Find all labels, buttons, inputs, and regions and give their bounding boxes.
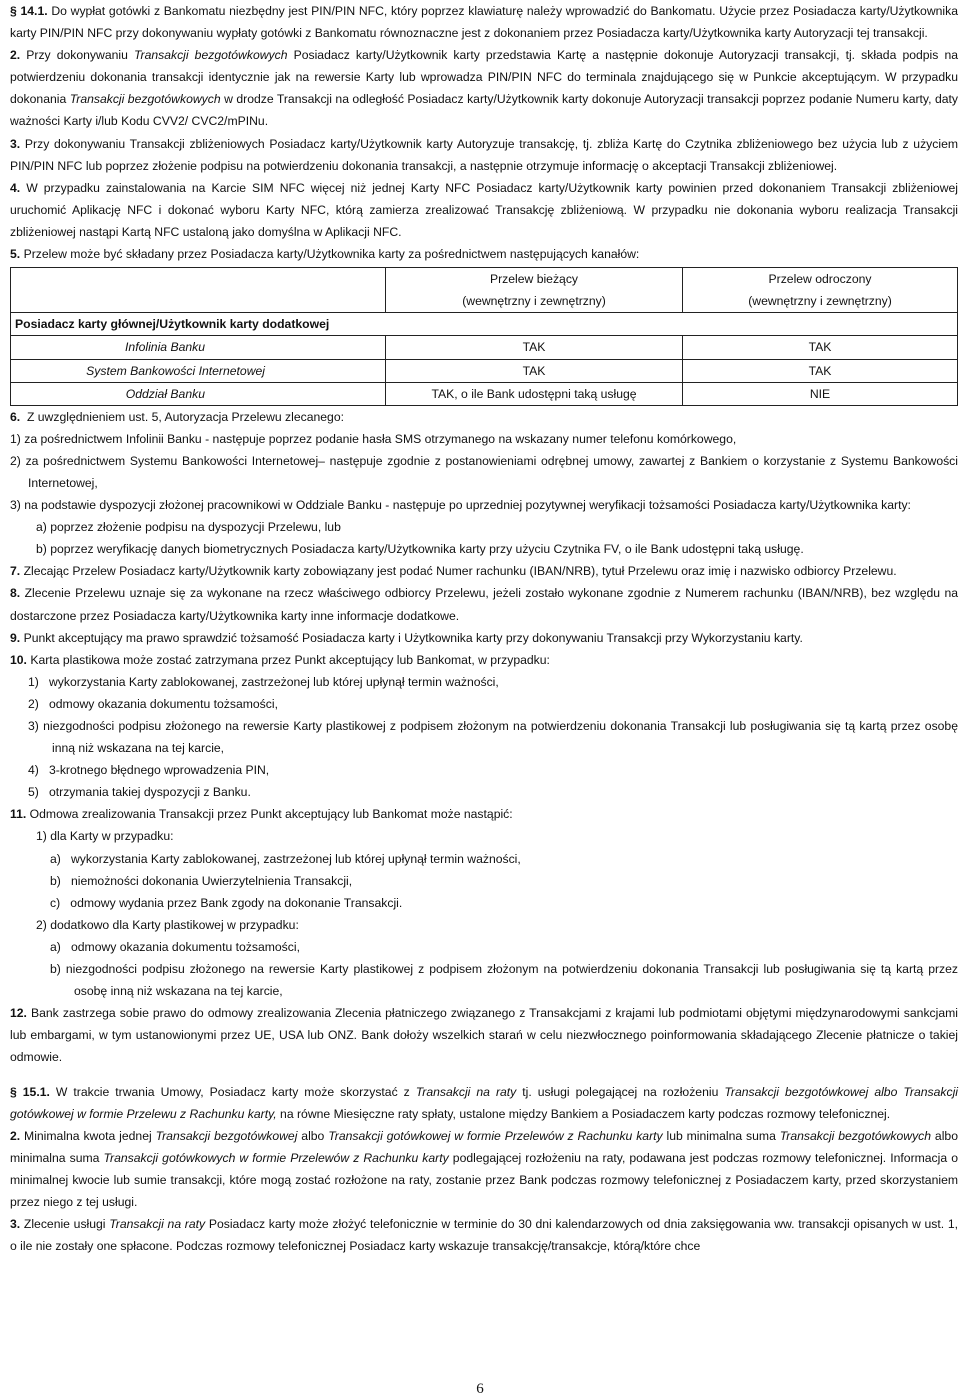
paragraph-text: Przy dokonywaniu — [26, 48, 134, 63]
paragraph-number: 3. — [10, 1217, 21, 1232]
table-column-header — [386, 268, 683, 313]
column-header-subtitle: (wewnętrzny i zewnętrzny) — [748, 294, 892, 309]
section-14-paragraph-4 — [10, 177, 958, 243]
table-cell-channel — [11, 359, 386, 382]
list-subitem: b) niemożności dokonania Uwierzytelnienia Transakcji, — [50, 873, 353, 888]
list-subitem: b) niezgodności podpisu złożonego na rewersie Karty plastikowej z podpisem złożonym na potwierdzeniu dokonania Transakcji lub posługiwania się tą kartą przez osobę inną niż wskazana na tej karcie, — [50, 962, 958, 999]
table-row — [11, 382, 958, 405]
paragraph-text: Do wypłat gotówki z Bankomatu niezbędny jest PIN/PIN NFC, który poprzez klawiaturę należy wprowadzić do Bankomatu. Użycie przez Posiadacza karty/Użytkownika karty PIN/PIN NFC przy dokonywaniu wypłaty gotówki z Bankomatu równoznaczne jest z dokonaniem przez Posiadacza karty/Użytkownika karty Autoryzacji tej transakcji. — [10, 4, 958, 41]
section-14-paragraph-11 — [10, 803, 958, 825]
list-subitem: b) poprzez weryfikację danych biometrycznych Posiadacza karty/Użytkownika karty przy użyciu Czytnika FV, o ile Bank udostępni taką usługę. — [36, 542, 804, 557]
column-header-title: Przelew odroczony — [768, 272, 872, 287]
section-number: § 14.1. — [10, 4, 48, 18]
italic-term: Transakcji bezgotówkowej — [155, 1128, 298, 1143]
table-cell: TAK — [683, 336, 958, 359]
paragraph-text: tj. usługi polegającej na rozłożeniu — [516, 1084, 725, 1099]
paragraph-number: 4. — [10, 180, 21, 195]
italic-term: Transakcji bezgotówkowych — [133, 48, 288, 63]
section-15-paragraph-3 — [10, 1213, 958, 1257]
channel-name: System Bankowości Internetowej — [86, 363, 265, 378]
table-cell: TAK — [386, 336, 683, 359]
paragraph-number: 2. — [10, 48, 21, 63]
table-corner-cell — [11, 268, 386, 313]
paragraph-number: 5. — [10, 247, 21, 262]
list-item: 1) za pośrednictwem Infolinii Banku - następuje poprzez podanie hasła SMS otrzymanego na wskazany numer telefonu komórkowego, — [10, 431, 737, 446]
table-column-header — [683, 268, 958, 313]
paragraph-text: Karta plastikowa może zostać zatrzymana przez Punkt akceptujący lub Bankomat, w przypadku: — [30, 652, 550, 667]
page-number: 6 — [476, 1381, 484, 1397]
list-item: 1) wykorzystania Karty zablokowanej, zastrzeżonej lub której upłynął termin ważności, — [28, 674, 499, 689]
list-subitem: a) wykorzystania Karty zablokowanej, zastrzeżonej lub której upłynął termin ważności, — [50, 851, 521, 866]
table-row-header: Posiadacz karty głównej/Użytkownik karty dodatkowej — [11, 313, 958, 336]
table-header-row — [11, 268, 958, 313]
paragraph-text: Bank zastrzega sobie prawo do odmowy zrealizowania Zlecenia płatniczego związanego z Transakcjami z krajami lub podmiotami objętymi międzynarodowymi sankcjami lub embargami, w tym ustanowionymi przez UE, USA lub ONZ. Bank dołoży wszelkich starań w celu niezwłocznego poinformowania składającego Zlecenie płatnicze o takiej odmowie. — [10, 1006, 958, 1065]
paragraph-number: 7. — [10, 564, 21, 579]
paragraph-number: 3. — [10, 136, 21, 151]
list-subitem: a) poprzez złożenie podpisu na dyspozycji Przelewu, lub — [36, 520, 341, 535]
table-cell: TAK — [683, 359, 958, 382]
paragraph-text: w drodze Transakcji na odległość Posiadacz karty/Użytkownik karty dokonuje Autoryzacji transakcji poprzez podanie Numeru karty, daty ważności Karty i/lub Kodu CVV2/ CVC2/mPINu. — [10, 92, 958, 129]
table-row — [11, 313, 958, 336]
document-page — [10, 0, 958, 1257]
table-cell: TAK, o ile Bank udostępni taką usługę — [386, 382, 683, 405]
paragraph-text: Z uwzględnieniem ust. 5, Autoryzacja Przelewu zlecanego: — [26, 409, 344, 424]
transfer-channels-table — [10, 267, 958, 406]
paragraph-number: 9. — [10, 630, 21, 645]
section-14-paragraph-9 — [10, 627, 958, 649]
section-number: § 15.1. — [10, 1084, 50, 1099]
section-14-paragraph-6 — [10, 406, 958, 428]
paragraph-number: 2. — [10, 1128, 21, 1143]
paragraph-text: Zlecenie Przelewu uznaje się za wykonane na rzecz właściwego odbiorcy Przelewu, jeżeli zostało wykonane zgodnie z Numerem rachunku (IBAN/NRB), bez względu na dostarczone przez Posiadacza karty/Użytkownika karty inne informacje dodatkowe. — [10, 586, 958, 623]
column-header-subtitle: (wewnętrzny i zewnętrzny) — [462, 294, 606, 309]
paragraph-text: Zlecenie usługi — [23, 1217, 110, 1232]
table-cell: TAK — [386, 359, 683, 382]
paragraph-text: W trakcie trwania Umowy, Posiadacz karty może skorzystać z — [55, 1084, 416, 1099]
paragraph-text: albo minimalna suma — [10, 1128, 958, 1165]
paragraph-text: lub minimalna suma — [662, 1128, 780, 1143]
italic-term: Transakcji gotówkowych w formie Przelewów z Rachunku karty — [103, 1150, 449, 1165]
column-header-title: Przelew bieżący — [489, 272, 579, 287]
table-row — [11, 336, 958, 359]
section-14-paragraph-3 — [10, 133, 958, 177]
table-cell-channel — [11, 382, 386, 405]
paragraph-number: 12. — [10, 1006, 27, 1021]
table-cell-channel — [11, 336, 386, 359]
list-item: 5) otrzymania takiej dyspozycji z Banku. — [28, 785, 251, 800]
list-group-title: 2) dodatkowo dla Karty plastikowej w przypadku: — [36, 917, 299, 932]
paragraph-number: 10. — [10, 652, 27, 667]
table-row — [11, 359, 958, 382]
italic-term: Transakcji na raty — [109, 1217, 206, 1232]
paragraph-text: na równe Miesięczne raty spłaty, ustalone między Bankiem a Posiadaczem karty podczas rozmowy telefonicznej. — [276, 1106, 891, 1121]
list-item: 2) za pośrednictwem Systemu Bankowości Internetowej– następuje zgodnie z postanowieniami odrębnej umowy, zawartej z Bankiem o korzystanie z Systemu Bankowości Internetowej, — [10, 453, 958, 490]
italic-term: Transakcji bezgotówkowych — [69, 92, 221, 107]
paragraph-text: podlegającej rozłożeniu na raty, podawana jest podczas rozmowy telefonicznej. Informacja o minimalnej kwocie lub sumie transakcji, które mogą zostać rozłożone na raty, zostanie przez Bank podczas rozmowy telefonicznej z Posiadaczem karty, przed skorzystaniem przez niego z tej usługi. — [10, 1150, 958, 1209]
paragraph-text: Minimalna kwota jednej — [24, 1128, 156, 1143]
list-subitem: a) odmowy okazania dokumentu tożsamości, — [50, 939, 300, 954]
paragraph-text: Odmowa zrealizowania Transakcji przez Punkt akceptujący lub Bankomat może nastąpić: — [29, 807, 513, 822]
italic-term: Transakcji gotówkowej w formie Przelewów z Rachunku karty — [328, 1128, 663, 1143]
section-14-paragraph-5 — [10, 243, 958, 265]
section-15-paragraph-2 — [10, 1125, 958, 1213]
section-gap — [10, 1069, 958, 1081]
list-group-title: 1) dla Karty w przypadku: — [36, 829, 174, 844]
list-item: 3) niezgodności podpisu złożonego na rewersie Karty plastikowej z podpisem złożonym na potwierdzeniu dokonania Transakcji lub posługiwania się tą kartą przez osobę inną niż wskazana na tej karcie, — [28, 719, 958, 756]
section-14-paragraph-10 — [10, 649, 958, 671]
italic-term: Transakcji na raty — [415, 1084, 517, 1099]
channel-name: Infolinia Banku — [125, 340, 205, 355]
table-cell: NIE — [683, 382, 958, 405]
channel-name: Oddział Banku — [125, 386, 205, 401]
section-14-paragraph-2 — [10, 44, 958, 132]
paragraph-number: 11. — [10, 807, 27, 822]
paragraph-text: Posiadacz karty może złożyć telefonicznie w terminie do 30 dni kalendarzowych od dnia zaksięgowania ww. transakcji opisanych w ust. 1, o ile nie zostały one spłacone. Podczas rozmowy telefonicznej Posiadacz karty wskazuje transakcję/transakcje, którą/które chce — [10, 1217, 959, 1254]
italic-term: Transakcji bezgotówkowej albo Transakcji gotówkowej w formie Przelewu z Rachunku karty, — [10, 1084, 958, 1121]
paragraph-text: Punkt akceptujący ma prawo sprawdzić tożsamość Posiadacza karty i Użytkownika karty przy dokonywaniu Transakcji przy Wykorzystaniu karty. — [23, 630, 803, 645]
italic-term: Transakcji bezgotówkowych — [779, 1128, 932, 1143]
section-15-paragraph-1 — [10, 1081, 958, 1125]
paragraph-text: Zlecając Przelew Posiadacz karty/Użytkownik karty zobowiązany jest podać Numer rachunku (IBAN/NRB), tytuł Przelewu oraz imię i nazwisko odbiorcy Przelewu. — [23, 564, 897, 579]
list-subitem: c) odmowy wydania przez Bank zgody na dokonanie Transakcji. — [50, 895, 403, 910]
section-14-paragraph-8 — [10, 582, 958, 626]
paragraph-text: Posiadacz karty/Użytkownik karty przedstawia Kartę a następnie dokonuje Autoryzacji transakcji, tj. składa podpis na potwierdzeniu dokonania transakcji identycznie jak na rewersie Karty lub wprowadza PIN/PIN NFC do terminala znajdującego się w Punkcie akceptującym. W przypadku dokonania — [10, 48, 959, 107]
section-14-paragraph-7 — [10, 560, 958, 582]
paragraph-text: W przypadku zainstalowania na Karcie SIM NFC więcej niż jednej Karty NFC Posiadacz karty/Użytkownik karty powinien przed dokonaniem Transakcji zbliżeniowej uruchomić Aplikację NFC i dokonać wyboru Karty NFC, którą zamierza zrealizować Transakcję zbliżeniową. W przypadku nie dokonania wyboru realizacja Transakcji zbliżeniowej nastąpi Kartą NFC ustaloną jako domyślna w Aplikacji NFC. — [10, 180, 958, 239]
section-14-paragraph-1 — [10, 0, 958, 44]
list-item: 2) odmowy okazania dokumentu tożsamości, — [28, 696, 278, 711]
paragraph-number: 6. — [10, 409, 21, 424]
section-14-paragraph-12 — [10, 1002, 958, 1068]
paragraph-text: Przelew może być składany przez Posiadacza karty/Użytkownika karty za pośrednictwem następujących kanałów: — [23, 247, 640, 262]
paragraph-text: Przy dokonywaniu Transakcji zbliżeniowych Posiadacz karty/Użytkownik karty Autoryzuje transakcję, tj. zbliża Kartę do Czytnika zbliżeniowego bez użycia lub z użyciem PIN/PIN NFC lub poprzez złożenie podpisu na potwierdzeniu dokonania transakcji, a następnie otrzymuje informację o akceptacji Transakcji zbliżeniowej. — [10, 136, 958, 173]
paragraph-text: albo — [297, 1128, 329, 1143]
paragraph-number: 8. — [10, 586, 21, 601]
list-item: 3) na podstawie dyspozycji złożonej pracownikowi w Oddziale Banku - następuje po uprzedniej pozytywnej weryfikacji tożsamości Posiadacza karty/Użytkownika karty: — [10, 498, 911, 513]
list-item: 4) 3-krotnego błędnego wprowadzenia PIN, — [28, 763, 270, 778]
